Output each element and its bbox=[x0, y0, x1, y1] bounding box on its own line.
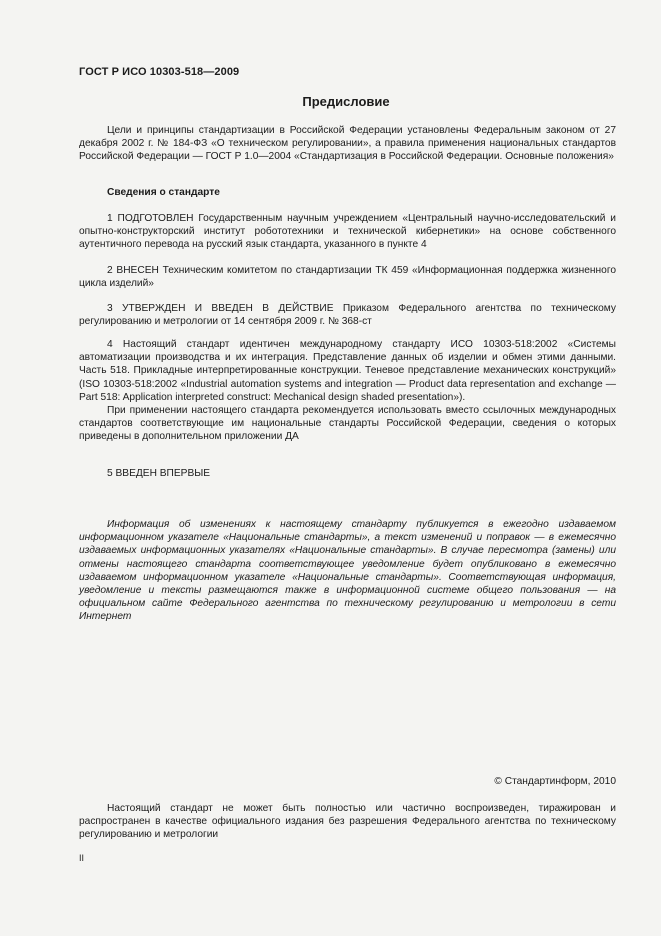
item-4-note: При применении настоящего стандарта рекомендуется использовать вместо ссылочных международных стандартов соответствующие им национальные стандарты Российской Федерации, сведения о которых приведены в дополнительном приложении ДА bbox=[79, 405, 616, 443]
item-3-block bbox=[79, 302, 616, 328]
item-5: 5 ВВЕДЕН ВПЕРВЫЕ bbox=[107, 468, 211, 479]
item-5-block bbox=[79, 467, 616, 480]
info-heading: Сведения о стандарте bbox=[107, 187, 220, 198]
item-1: 1 ПОДГОТОВЛЕН Государственным научным учреждением «Центральный научно-исследовательский и опытно-конструкторский институт робототехники и технической кибернетики» на основе собственного аутентичного перевода на русский язык стандарта, указанного в пункте 4 bbox=[79, 213, 616, 251]
info-heading-block bbox=[79, 186, 616, 199]
item-2: 2 ВНЕСЕН Техническим комитетом по стандартизации ТК 459 «Информационная поддержка жизненного цикла изделий» bbox=[79, 265, 616, 290]
item-1-block bbox=[79, 212, 616, 252]
footer-paragraph: Настоящий стандарт не может быть полностью или частично воспроизведен, тиражирован и распространен в качестве официального издания без разрешения Федерального агентства по техническому регулированию и метрологии bbox=[79, 803, 616, 841]
intro-paragraph: Цели и принципы стандартизации в Российской Федерации установлены Федеральным законом от 27 декабря 2002 г. № 184-ФЗ «О техническом регулировании», а правила применения национальных стандартов Российской Федерации — ГОСТ Р 1.0—2004 «Стандартизация в Российской Федерации. Основные положения» bbox=[79, 125, 616, 163]
copyright: © Стандартинформ, 2010 bbox=[494, 776, 616, 787]
item-4-block bbox=[79, 338, 616, 444]
item-3: 3 УТВЕРЖДЕН И ВВЕДЕН В ДЕЙСТВИЕ Приказом Федерального агентства по техническому регулированию и метрологии от 14 сентября 2009 г. № 368-ст bbox=[79, 303, 616, 328]
item-4: 4 Настоящий стандарт идентичен международному стандарту ИСО 10303-518:2002 «Системы автоматизации производства и их интеграция. Представление данных об изделии и обмен этими данными. Часть 518. Прикладные интерпретированные конструкции. Теневое представление механических конструкций» (ISO 10303-518:2002 «Industrial automation systems and integration — Product data representation and exchange — Part 518: Application interpreted construct: Mechanical design shaded presentation»). bbox=[79, 339, 616, 403]
item-2-block bbox=[79, 264, 616, 290]
page-number: II bbox=[79, 853, 85, 863]
footer-block bbox=[79, 802, 616, 842]
notice-paragraph: Информация об изменениях к настоящему стандарту публикуется в ежегодно издаваемом информационном указателе «Национальные стандарты», а текст изменений и поправок — в ежемесячно издаваемых информационных указателях «Национальные стандарты». В случае пересмотра (замены) или отмены настоящего стандарта соответствующее уведомление будет опубликовано в ежемесячно издаваемом информационном указателе «Национальные стандарты». Соответствующая информация, уведомление и тексты размещаются также в информационной системе общего пользования — на официальном сайте Федерального агентства по техническому регулированию и метрологии в сети Интернет bbox=[79, 519, 616, 623]
notice-block bbox=[79, 518, 616, 624]
page-title: Предисловие bbox=[302, 94, 390, 109]
intro-block bbox=[79, 124, 616, 164]
document-header: ГОСТ Р ИСО 10303-518—2009 bbox=[79, 66, 240, 78]
